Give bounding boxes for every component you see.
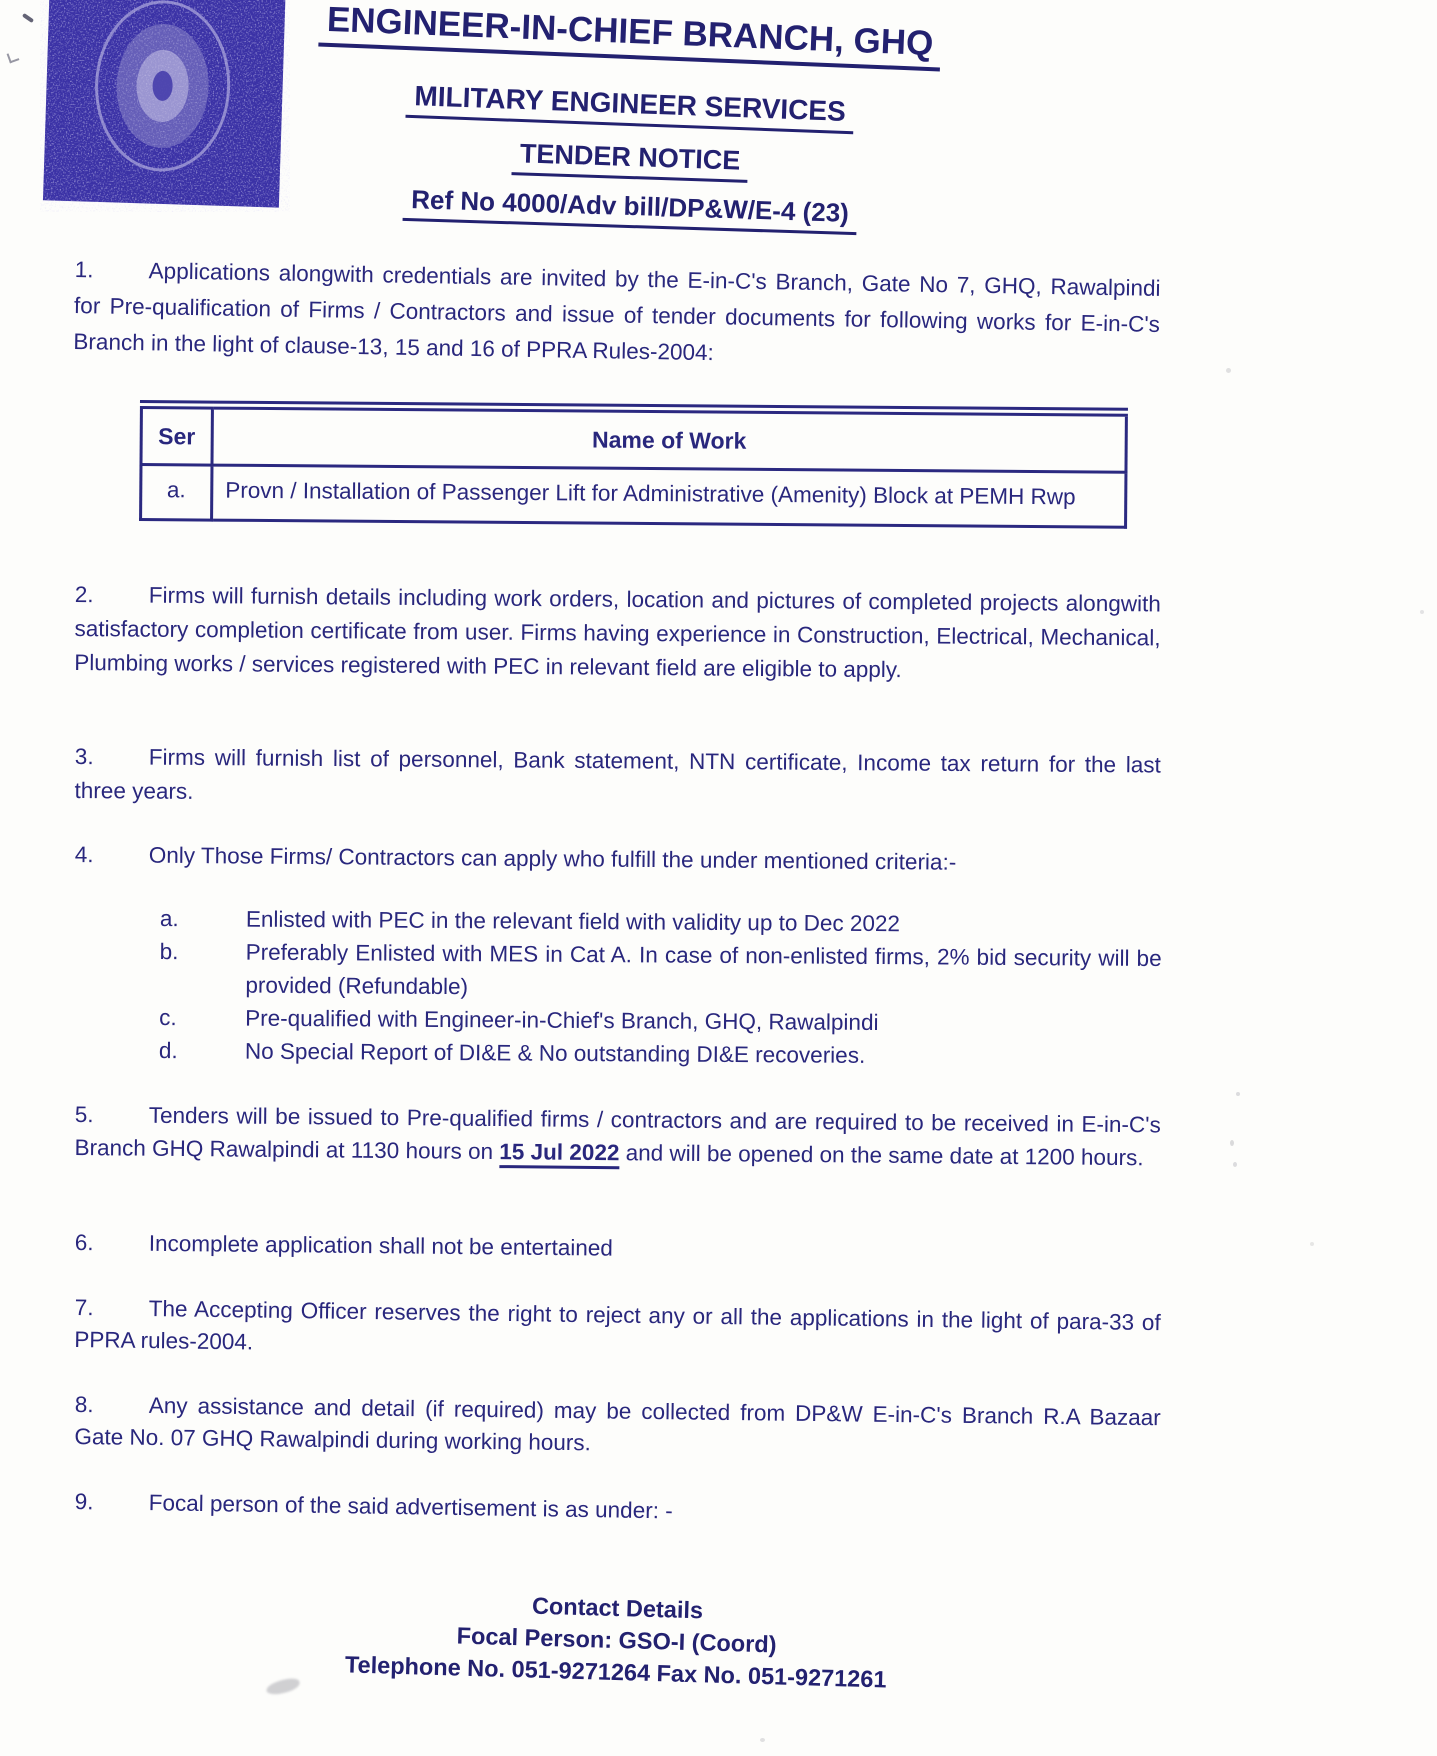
paragraph-8-text: Any assistance and detail (if required) may be collected from DP&W E-in-C's Branch R.A Bazaar Gate No. 07 GHQ Rawalpindi during working hours. — [74, 1392, 1161, 1456]
works-table-header-row — [141, 405, 1126, 473]
criteria-item-c-letter: c. — [159, 1004, 177, 1031]
paragraph-1 — [73, 252, 1161, 379]
criteria-item-b — [159, 935, 1161, 1008]
works-table-header-ser: Ser — [141, 405, 212, 466]
tender-date: 15 Jul 2022 — [499, 1139, 619, 1169]
paragraph-1-text: Applications alongwith credentials are invited by the E-in-C's Branch, Gate No 7, GHQ, Rawalpindi for Pre-qualification of Firms / Contractors and issue of tender documents for following works for E-in-C's Branch in the light of clause-13, 15 and 16 of PPRA Rules-2004: — [73, 258, 1161, 366]
header-branch — [234, 0, 1025, 75]
paragraph-9-text: Focal person of the said advertisement is as under: - — [148, 1490, 673, 1524]
scan-speckle — [1236, 1092, 1240, 1096]
scan-speckle — [1420, 610, 1424, 614]
paragraph-8 — [74, 1389, 1161, 1466]
paragraph-6-text: Incomplete application shall not be entertained — [148, 1230, 613, 1261]
criteria-item-d-letter: d. — [158, 1037, 178, 1064]
paragraph-3-number: 3. — [74, 743, 94, 770]
paragraph-9-number: 9. — [74, 1488, 94, 1515]
scan-speckle — [1233, 1162, 1237, 1167]
paragraph-1-number: 1. — [74, 256, 94, 283]
criteria-item-b-letter: b. — [159, 938, 179, 965]
scan-smudge — [265, 1677, 301, 1697]
header-service — [235, 74, 1026, 141]
works-table — [139, 400, 1128, 529]
header-ref-no-text: Ref No 4000/Adv bill/DP&W/E-4 (23) — [403, 184, 858, 235]
paragraph-6-number: 6. — [74, 1229, 94, 1256]
paragraph-6 — [75, 1226, 1161, 1270]
scan-speckle — [1230, 1140, 1234, 1146]
criteria-item-a-text: Enlisted with PEC in the relevant field with validity up to Dec 2022 — [245, 906, 901, 937]
criteria-item-c-text: Pre-qualified with Engineer-in-Chief's Branch, GHQ, Rawalpindi — [245, 1005, 879, 1036]
paragraph-9 — [74, 1485, 1160, 1535]
works-table-header-name-of-work: Name of Work — [212, 405, 1126, 472]
paragraph-4-text: Only Those Firms/ Contractors can apply who fulfill the under mentioned criteria:- — [148, 842, 957, 875]
scan-mark — [7, 51, 20, 64]
paragraph-2 — [74, 578, 1161, 689]
header-notice-type-text: TENDER NOTICE — [511, 138, 749, 183]
paragraph-5-text-before: Tenders will be issued to Pre-qualified firms / contractors and are required to be received in E-in-C's Branch GHQ Rawalpindi at 1130 hours on — [74, 1102, 1161, 1165]
criteria-item-d-text: No Special Report of DI&E & No outstanding DI&E recoveries. — [244, 1038, 866, 1068]
contact-focal-person: Focal Person: GSO-I (Coord) — [456, 1622, 777, 1658]
works-table-row-a — [141, 465, 1126, 528]
contact-details-block — [73, 1577, 1161, 1703]
paragraph-2-text: Firms will furnish details including work orders, location and pictures of completed projects alongwith satisfactory completion certificate from user. Firms having experience in Construction, Electrical, Mechanical, Plumbing works / services registered with PEC in relevant field are eligible to apply. — [74, 582, 1161, 683]
paragraph-7-number: 7. — [74, 1294, 94, 1321]
header-service-text: MILITARY ENGINEER SERVICES — [406, 80, 855, 134]
criteria-list — [159, 902, 1162, 1074]
paragraph-7-text: The Accepting Officer reserves the right to reject any or all the applications in the light of para-33 of PPRA rules-2004. — [74, 1296, 1161, 1355]
paragraph-5-text-after: and will be opened on the same date at 1200 hours. — [619, 1140, 1144, 1171]
paragraph-3 — [74, 740, 1161, 817]
header-branch-text: ENGINEER-IN-CHIEF BRANCH, GHQ — [318, 0, 942, 71]
paragraph-4 — [75, 838, 1161, 880]
criteria-item-b-text: Preferably Enlisted with MES in Cat A. In case of non-enlisted firms, 2% bid security will be provided (Refundable) — [245, 939, 1162, 1000]
criteria-item-a-letter: a. — [159, 905, 179, 932]
scan-speckle — [760, 1738, 765, 1742]
works-table-row-a-ser: a. — [141, 465, 212, 521]
contact-title: Contact Details — [531, 1592, 704, 1624]
paragraph-7 — [74, 1292, 1161, 1371]
paragraph-5 — [74, 1098, 1161, 1174]
paragraph-3-text: Firms will furnish list of personnel, Bank statement, NTN certificate, Income tax return for the last three years. — [74, 744, 1161, 804]
scan-mark — [22, 13, 34, 23]
contact-telephone: Telephone No. 051-9271264 Fax No. 051-9271261 — [344, 1651, 887, 1693]
works-table-row-a-name: Provn / Installation of Passenger Lift for Administrative (Amenity) Block at PEMH Rwp — [212, 465, 1126, 527]
paragraph-4-number: 4. — [74, 841, 94, 868]
paragraph-5-number: 5. — [74, 1101, 94, 1128]
scan-speckle — [1226, 368, 1231, 373]
criteria-item-d — [159, 1034, 1161, 1074]
paragraph-8-number: 8. — [74, 1391, 94, 1418]
scan-speckle — [1310, 1242, 1314, 1246]
paragraph-2-number: 2. — [74, 581, 94, 608]
